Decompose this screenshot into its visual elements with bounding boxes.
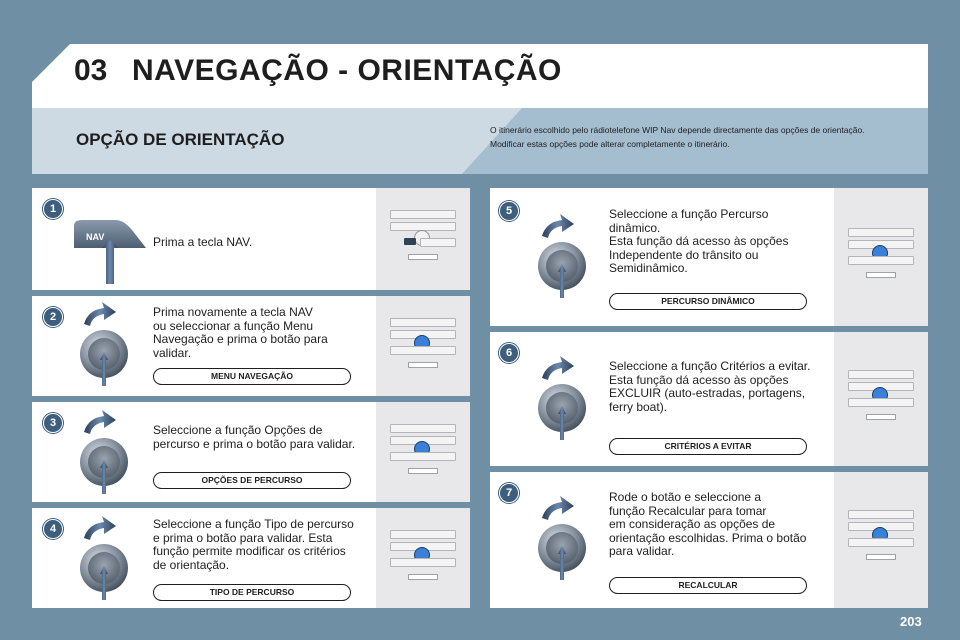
control-panel-icon bbox=[386, 318, 458, 376]
menu-label-pill: MENU NAVEGAÇÃO bbox=[153, 368, 351, 385]
page-number: 203 bbox=[900, 614, 922, 629]
step-text: Prima a tecla NAV. bbox=[153, 235, 253, 249]
menu-label-pill: OPÇÕES DE PERCURSO bbox=[153, 472, 351, 489]
step-text: Seleccione a função Tipo de percurso e prima o botão para validar. Esta função permite modificar os critérios de orientação. bbox=[153, 517, 354, 572]
control-panel-photo bbox=[834, 188, 928, 326]
step-number-badge: 1 bbox=[43, 199, 63, 219]
rotary-dial-icon bbox=[530, 496, 594, 580]
control-panel-icon bbox=[386, 210, 458, 268]
step-text: Seleccione a função Percurso dinâmico. Esta função dá acesso às opções Independente do trânsito ou Semidinâmico. bbox=[609, 207, 789, 275]
step-text: Seleccione a função Opções de percurso e prima o botão para validar. bbox=[153, 423, 356, 451]
control-panel-icon bbox=[386, 530, 458, 588]
menu-label-pill: TIPO DE PERCURSO bbox=[153, 584, 351, 601]
rotary-dial-icon bbox=[72, 410, 136, 494]
intro-text bbox=[490, 123, 920, 151]
intro-line-2: Modificar estas opções pode alterar completamente o itinerário. bbox=[490, 139, 730, 149]
page-title: NAVEGAÇÃO - ORIENTAÇÃO bbox=[132, 54, 562, 87]
step-text: Prima novamente a tecla NAV ou seleccionar a função Menu Navegação e prima o botão para validar. bbox=[153, 305, 328, 360]
control-panel-icon bbox=[844, 370, 916, 428]
step-number-badge: 7 bbox=[499, 483, 519, 503]
rotary-dial-icon bbox=[530, 214, 594, 298]
control-panel-photo bbox=[376, 402, 470, 502]
control-panel-photo bbox=[834, 472, 928, 608]
rotary-dial-icon bbox=[72, 302, 136, 386]
control-panel-icon bbox=[844, 228, 916, 286]
control-panel-icon bbox=[844, 510, 916, 568]
step-number-badge: 4 bbox=[43, 519, 63, 539]
control-panel-photo bbox=[376, 188, 470, 290]
chapter-number: 03 bbox=[74, 54, 108, 87]
menu-label-pill: CRITÉRIOS A EVITAR bbox=[609, 438, 807, 455]
intro-line-1: O itinerário escolhido pelo rádiotelefone WIP Nav depende directamente das opções de orientação. bbox=[490, 125, 865, 135]
rotary-dial-icon bbox=[72, 516, 136, 600]
control-panel-photo bbox=[834, 332, 928, 466]
control-panel-icon bbox=[386, 424, 458, 482]
step-number-badge: 2 bbox=[43, 307, 63, 327]
control-panel-photo bbox=[376, 508, 470, 608]
nav-key-highlight bbox=[404, 238, 416, 245]
step-number-badge: 6 bbox=[499, 343, 519, 363]
control-panel-photo bbox=[376, 296, 470, 396]
menu-label-pill: PERCURSO DINÂMICO bbox=[609, 293, 807, 310]
nav-key-label: NAV bbox=[86, 232, 105, 242]
step-text: Seleccione a função Critérios a evitar. Esta função dá acesso às opções EXCLUIR (auto-estradas, portagens, ferry boat). bbox=[609, 359, 811, 414]
nav-key-icon bbox=[72, 218, 148, 286]
step-text: Rode o botão e seleccione a função Recalcular para tomar em consideração as opções de orientação escolhidas. Prima o botão para validar. bbox=[609, 490, 807, 558]
section-title: OPÇÃO DE ORIENTAÇÃO bbox=[76, 130, 285, 149]
step-number-badge: 3 bbox=[43, 413, 63, 433]
step-number-badge: 5 bbox=[499, 201, 519, 221]
rotary-dial-icon bbox=[530, 356, 594, 440]
menu-label-pill: RECALCULAR bbox=[609, 577, 807, 594]
